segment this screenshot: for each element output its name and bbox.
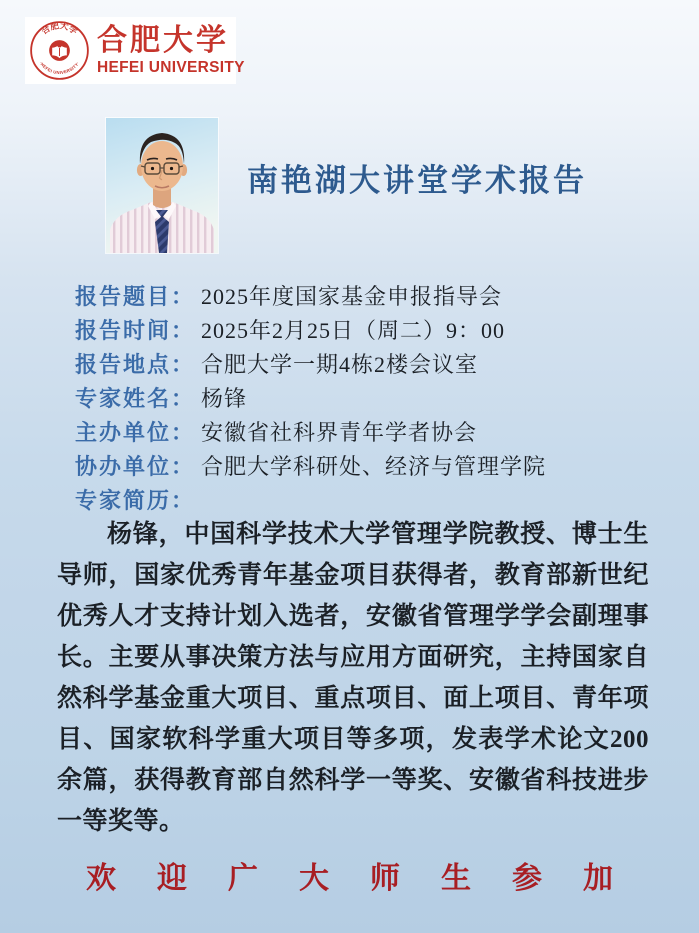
detail-row-speaker [75,382,546,416]
detail-label: 专家姓名： [75,386,196,411]
detail-row-location [75,348,546,382]
detail-row-host [75,416,546,450]
seal-top-text: 合肥大学 [39,20,80,37]
detail-value: 合肥大学一期4栋2楼会议室 [201,352,479,377]
detail-row-cohost [75,450,546,484]
page-title: 南艳湖大讲堂学术报告 [247,163,587,198]
detail-label: 报告题目： [75,284,196,309]
detail-label: 主办单位： [75,420,196,445]
detail-label: 报告时间： [75,318,196,343]
speaker-bio: 杨锋，中国科学技术大学管理学院教授、博士生导师，国家优秀青年基金项目获得者，教育部新世纪优秀人才支持计划入选者，安徽省管理学学会副理事长。主要从事决策方法与应用方面研究，主持国家自然科学基金重大项目、重点项目、面上项目、青年项目、国家软科学重大项目等多项，发表学术论文200余篇，获得教育部自然科学一等奖、安徽省科技进步一等奖等。 [57,521,649,835]
university-seal-icon [29,20,90,81]
detail-label: 报告地点： [75,352,196,377]
university-name-en: HEFEI UNIVERSITY [97,59,245,76]
detail-value: 杨锋 [201,386,248,411]
detail-value: 2025年2月25日（周二）9：00 [201,318,506,343]
university-name-cn: 合肥大学 [97,24,229,57]
detail-label: 协办单位： [75,454,196,479]
university-name [97,25,245,76]
speaker-photo [106,118,218,253]
detail-row-topic [75,280,546,314]
welcome-line: 欢迎广大师生参加 [86,862,654,895]
detail-value: 安徽省社科界青年学者协会 [201,420,478,445]
seal-bottom-text: ·HEFEI UNIVERSITY· [38,60,81,76]
detail-label: 专家简历： [75,488,196,513]
detail-row-time [75,314,546,348]
detail-value: 合肥大学科研处、经济与管理学院 [201,454,547,479]
detail-value: 2025年度国家基金申报指导会 [201,284,503,309]
university-logo [25,17,245,84]
detail-row-bio-header [75,484,546,518]
lecture-details [75,280,546,518]
